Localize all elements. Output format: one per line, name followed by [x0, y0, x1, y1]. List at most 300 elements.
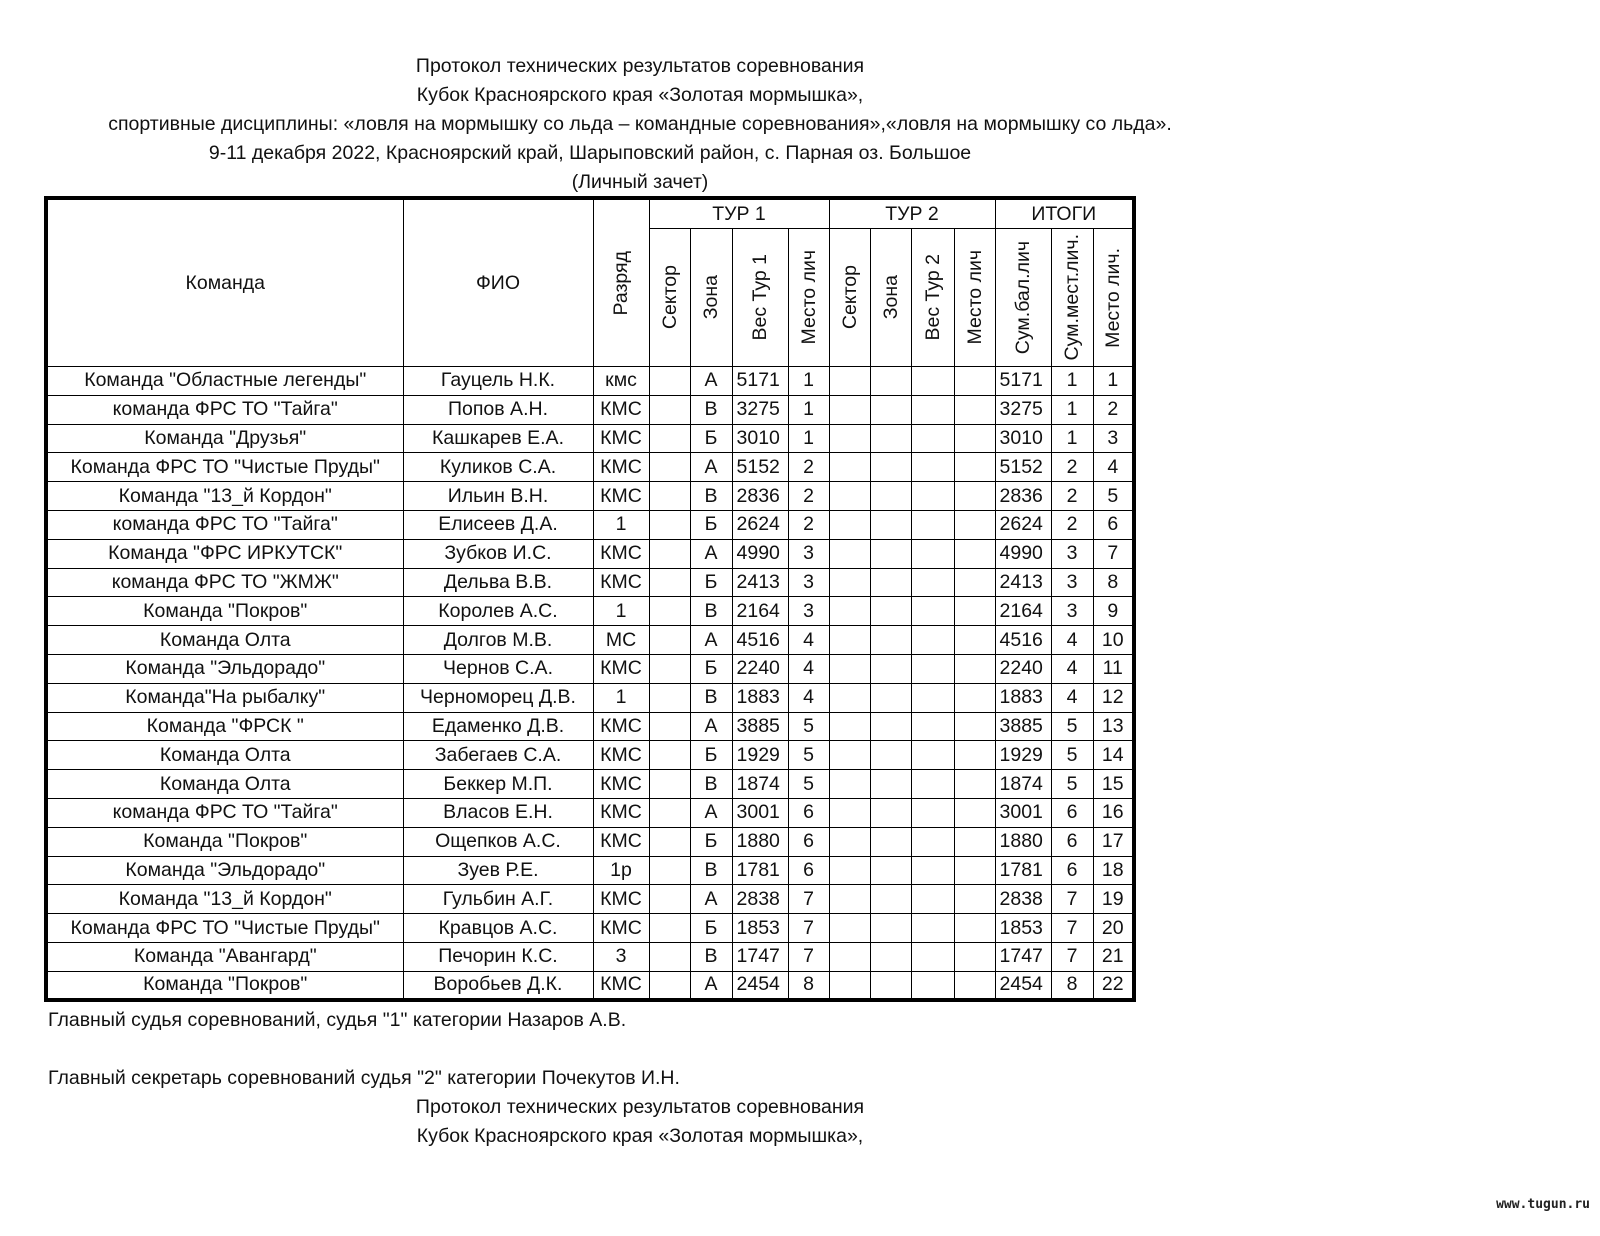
cell-t2-sector: [829, 568, 870, 597]
cell-t2-weight: [911, 395, 954, 424]
cell-sum-places: 5: [1051, 712, 1093, 741]
cell-t2-weight: [911, 798, 954, 827]
cell-team: Команда "13_й Кордон": [46, 482, 403, 511]
cell-t2-place: [954, 971, 995, 1000]
cell-t2-place: [954, 482, 995, 511]
cell-t1-place: 4: [788, 654, 829, 683]
cell-name: Куликов С.А.: [403, 453, 593, 482]
cell-final-place: 9: [1093, 597, 1134, 626]
cell-team: Команда "13_й Кордон": [46, 885, 403, 914]
table-row: [46, 424, 1134, 453]
cell-t2-sector: [829, 510, 870, 539]
cell-final-place: 21: [1093, 942, 1134, 971]
cell-t2-place: [954, 654, 995, 683]
cell-t2-place: [954, 914, 995, 943]
cell-sum-places: 6: [1051, 856, 1093, 885]
cell-t1-zone: А: [690, 712, 732, 741]
cell-t1-zone: Б: [690, 510, 732, 539]
cell-t2-place: [954, 856, 995, 885]
cell-t2-weight: [911, 367, 954, 396]
cell-t1-sector: [649, 827, 690, 856]
cell-t2-zone: [870, 827, 911, 856]
col-header-t1-place: [788, 229, 829, 367]
cell-sum-points: 2413: [995, 568, 1051, 597]
cell-t1-weight: 3275: [732, 395, 788, 424]
group-header-totals: ИТОГИ: [995, 198, 1134, 229]
cell-t2-weight: [911, 885, 954, 914]
cell-t2-weight: [911, 597, 954, 626]
cell-t1-place: 2: [788, 453, 829, 482]
table-row: [46, 856, 1134, 885]
doc-disciplines: спортивные дисциплины: «ловля на мормышку со льда – командные соревнования»,«ловля на мормышку со льда».: [108, 113, 1172, 135]
cell-t2-zone: [870, 712, 911, 741]
repeat-title-line-1: Протокол технических результатов соревнования: [415, 1096, 865, 1118]
col-header-t1-sector-label: Сектор: [658, 265, 681, 330]
cell-t2-weight: [911, 827, 954, 856]
cell-name: Гауцель Н.К.: [403, 367, 593, 396]
doc-date-place: 9-11 декабря 2022, Красноярский край, Шарыповский район, с. Парная оз. Большое: [208, 142, 972, 164]
cell-t2-place: [954, 942, 995, 971]
cell-team: команда ФРС ТО "Тайга": [46, 510, 403, 539]
cell-final-place: 13: [1093, 712, 1134, 741]
cell-t1-weight: 1929: [732, 741, 788, 770]
cell-t1-weight: 4516: [732, 626, 788, 655]
cell-final-place: 6: [1093, 510, 1134, 539]
cell-t2-sector: [829, 914, 870, 943]
cell-t2-place: [954, 626, 995, 655]
cell-rank: КМС: [593, 395, 649, 424]
cell-rank: КМС: [593, 424, 649, 453]
watermark: www.tugun.ru: [1496, 1197, 1590, 1212]
cell-sum-places: 4: [1051, 683, 1093, 712]
cell-t1-place: 1: [788, 367, 829, 396]
cell-sum-places: 4: [1051, 626, 1093, 655]
cell-team: Команда Олта: [46, 770, 403, 799]
cell-t2-weight: [911, 539, 954, 568]
cell-t1-zone: Б: [690, 914, 732, 943]
cell-t2-place: [954, 453, 995, 482]
cell-sum-points: 2624: [995, 510, 1051, 539]
cell-sum-places: 1: [1051, 367, 1093, 396]
table-row: [46, 914, 1134, 943]
cell-final-place: 4: [1093, 453, 1134, 482]
col-header-t1-sector: [649, 229, 690, 367]
cell-team: команда ФРС ТО "ЖМЖ": [46, 568, 403, 597]
cell-t2-place: [954, 367, 995, 396]
col-header-t2-zone: [870, 229, 911, 367]
cell-sum-places: 6: [1051, 798, 1093, 827]
cell-t1-zone: А: [690, 971, 732, 1000]
cell-t1-place: 3: [788, 568, 829, 597]
col-header-sum-places-label: Сум.мест.лич.: [1061, 234, 1083, 361]
cell-t2-zone: [870, 482, 911, 511]
cell-t2-place: [954, 683, 995, 712]
cell-sum-points: 1883: [995, 683, 1051, 712]
cell-team: Команда Олта: [46, 626, 403, 655]
cell-name: Ильин В.Н.: [403, 482, 593, 511]
cell-t2-place: [954, 539, 995, 568]
cell-t1-weight: 2240: [732, 654, 788, 683]
cell-t2-zone: [870, 856, 911, 885]
table-row: [46, 510, 1134, 539]
cell-t2-zone: [870, 367, 911, 396]
cell-team: Команда ФРС ТО "Чистые Пруды": [46, 914, 403, 943]
cell-t1-place: 5: [788, 770, 829, 799]
cell-t1-sector: [649, 683, 690, 712]
cell-t1-sector: [649, 856, 690, 885]
cell-t1-place: 7: [788, 942, 829, 971]
cell-t2-sector: [829, 885, 870, 914]
cell-t2-weight: [911, 712, 954, 741]
cell-sum-points: 1880: [995, 827, 1051, 856]
repeat-title-line-2: Кубок Красноярского края «Золотая мормышка»,: [416, 1125, 864, 1147]
cell-name: Королев А.С.: [403, 597, 593, 626]
cell-t2-weight: [911, 424, 954, 453]
cell-t1-zone: В: [690, 395, 732, 424]
cell-final-place: 2: [1093, 395, 1134, 424]
cell-t2-place: [954, 568, 995, 597]
cell-final-place: 8: [1093, 568, 1134, 597]
cell-t1-weight: 2454: [732, 971, 788, 1000]
cell-sum-points: 2836: [995, 482, 1051, 511]
cell-team: Команда Олта: [46, 741, 403, 770]
cell-t2-zone: [870, 539, 911, 568]
cell-t1-sector: [649, 971, 690, 1000]
cell-t2-sector: [829, 597, 870, 626]
col-header-t1-zone: [690, 229, 732, 367]
cell-sum-points: 1781: [995, 856, 1051, 885]
cell-name: Елисеев Д.А.: [403, 510, 593, 539]
col-header-t2-sector-label: Сектор: [838, 265, 861, 330]
cell-t1-sector: [649, 597, 690, 626]
cell-t2-place: [954, 395, 995, 424]
cell-t1-sector: [649, 885, 690, 914]
results-table-body: [46, 367, 1134, 1001]
col-header-t2-weight: [911, 229, 954, 367]
cell-t2-sector: [829, 367, 870, 396]
cell-sum-places: 5: [1051, 741, 1093, 770]
cell-t1-weight: 1874: [732, 770, 788, 799]
cell-t2-sector: [829, 482, 870, 511]
col-header-sum-places: [1051, 229, 1093, 367]
cell-t2-place: [954, 597, 995, 626]
table-row: [46, 683, 1134, 712]
cell-t1-weight: 1880: [732, 827, 788, 856]
cell-t2-weight: [911, 971, 954, 1000]
cell-t2-sector: [829, 683, 870, 712]
cell-name: Дельва В.В.: [403, 568, 593, 597]
cell-sum-places: 7: [1051, 885, 1093, 914]
table-row: [46, 626, 1134, 655]
cell-t1-place: 6: [788, 856, 829, 885]
cell-sum-points: 2240: [995, 654, 1051, 683]
cell-t2-zone: [870, 654, 911, 683]
cell-t1-zone: А: [690, 885, 732, 914]
cell-name: Едаменко Д.В.: [403, 712, 593, 741]
cell-final-place: 17: [1093, 827, 1134, 856]
cell-t2-zone: [870, 770, 911, 799]
cell-t1-zone: А: [690, 798, 732, 827]
group-header-tour2: ТУР 2: [829, 198, 995, 229]
cell-t1-weight: 4990: [732, 539, 788, 568]
col-header-sum-points-label: Сум.бал.лич: [1012, 240, 1034, 355]
cell-t2-place: [954, 798, 995, 827]
cell-t1-zone: А: [690, 539, 732, 568]
cell-sum-places: 7: [1051, 914, 1093, 943]
cell-name: Черноморец Д.В.: [403, 683, 593, 712]
table-row: [46, 942, 1134, 971]
cell-t1-weight: 1883: [732, 683, 788, 712]
cell-t1-place: 3: [788, 597, 829, 626]
cell-t1-zone: В: [690, 597, 732, 626]
cell-team: Команда "Областные легенды": [46, 367, 403, 396]
cell-t1-weight: 5171: [732, 367, 788, 396]
cell-t1-weight: 2164: [732, 597, 788, 626]
cell-final-place: 15: [1093, 770, 1134, 799]
cell-name: Долгов М.В.: [403, 626, 593, 655]
col-header-rank-label: Разряд: [610, 250, 632, 316]
table-row: [46, 654, 1134, 683]
cell-t2-sector: [829, 453, 870, 482]
cell-t1-weight: 1747: [732, 942, 788, 971]
cell-sum-points: 3275: [995, 395, 1051, 424]
col-header-team: Команда: [46, 198, 403, 367]
col-header-t1-weight-label: Вес Тур 1: [749, 254, 771, 341]
cell-t2-zone: [870, 971, 911, 1000]
cell-sum-places: 1: [1051, 424, 1093, 453]
cell-t2-sector: [829, 424, 870, 453]
cell-team: Команда ФРС ТО "Чистые Пруды": [46, 453, 403, 482]
col-header-t2-place: [954, 229, 995, 367]
cell-sum-points: 4516: [995, 626, 1051, 655]
cell-t1-place: 4: [788, 626, 829, 655]
cell-t1-sector: [649, 482, 690, 511]
col-header-t1-weight: [732, 229, 788, 367]
cell-t2-sector: [829, 626, 870, 655]
cell-team: Команда "Авангард": [46, 942, 403, 971]
cell-t1-place: 4: [788, 683, 829, 712]
cell-team: Команда "Покров": [46, 971, 403, 1000]
cell-t2-zone: [870, 424, 911, 453]
table-row: [46, 568, 1134, 597]
cell-final-place: 12: [1093, 683, 1134, 712]
cell-t2-weight: [911, 914, 954, 943]
cell-sum-points: 2838: [995, 885, 1051, 914]
cell-t1-place: 6: [788, 798, 829, 827]
cell-name: Кравцов А.С.: [403, 914, 593, 943]
cell-t2-zone: [870, 942, 911, 971]
cell-t1-sector: [649, 942, 690, 971]
cell-t1-place: 3: [788, 539, 829, 568]
cell-rank: КМС: [593, 539, 649, 568]
cell-t1-sector: [649, 395, 690, 424]
cell-t2-zone: [870, 914, 911, 943]
col-header-t2-sector: [829, 229, 870, 367]
cell-sum-points: 5171: [995, 367, 1051, 396]
col-header-t2-weight-label: Вес Тур 2: [921, 254, 944, 341]
cell-rank: 1: [593, 683, 649, 712]
table-row: [46, 971, 1134, 1000]
cell-t1-place: 6: [788, 827, 829, 856]
cell-sum-points: 4990: [995, 539, 1051, 568]
doc-title-line-2: Кубок Красноярского края «Золотая мормышка»,: [416, 84, 864, 106]
cell-rank: 1: [593, 597, 649, 626]
cell-name: Зуев Р.Е.: [403, 856, 593, 885]
cell-t1-weight: 3010: [732, 424, 788, 453]
cell-t1-weight: 5152: [732, 453, 788, 482]
cell-sum-points: 1747: [995, 942, 1051, 971]
cell-t1-sector: [649, 453, 690, 482]
cell-t2-sector: [829, 539, 870, 568]
cell-rank: МС: [593, 626, 649, 655]
cell-t2-place: [954, 424, 995, 453]
cell-rank: 3: [593, 942, 649, 971]
cell-t2-weight: [911, 683, 954, 712]
cell-t1-zone: Б: [690, 568, 732, 597]
cell-t2-weight: [911, 482, 954, 511]
cell-t1-zone: В: [690, 770, 732, 799]
cell-t2-weight: [911, 568, 954, 597]
cell-name: Печорин К.С.: [403, 942, 593, 971]
cell-name: Кашкарев Е.А.: [403, 424, 593, 453]
cell-name: Ощепков А.С.: [403, 827, 593, 856]
cell-final-place: 11: [1093, 654, 1134, 683]
cell-t1-place: 2: [788, 482, 829, 511]
cell-t1-sector: [649, 424, 690, 453]
cell-name: Зубков И.С.: [403, 539, 593, 568]
cell-t1-zone: А: [690, 453, 732, 482]
cell-t2-zone: [870, 626, 911, 655]
cell-sum-places: 2: [1051, 510, 1093, 539]
cell-t2-zone: [870, 683, 911, 712]
table-row: [46, 885, 1134, 914]
cell-t1-place: 8: [788, 971, 829, 1000]
cell-team: Команда "Эльдорадо": [46, 654, 403, 683]
col-header-final-place-label: Место лич.: [1101, 247, 1124, 348]
cell-t1-weight: 2413: [732, 568, 788, 597]
cell-t1-zone: А: [690, 367, 732, 396]
cell-name: Беккер М.П.: [403, 770, 593, 799]
cell-t1-weight: 3885: [732, 712, 788, 741]
col-header-t2-place-label: Место лич: [963, 250, 986, 345]
cell-t1-zone: А: [690, 626, 732, 655]
cell-sum-places: 2: [1051, 482, 1093, 511]
cell-sum-points: 3001: [995, 798, 1051, 827]
cell-sum-points: 1929: [995, 741, 1051, 770]
cell-name: Гульбин А.Г.: [403, 885, 593, 914]
cell-sum-places: 1: [1051, 395, 1093, 424]
cell-sum-places: 4: [1051, 654, 1093, 683]
cell-t2-sector: [829, 798, 870, 827]
cell-t1-sector: [649, 367, 690, 396]
cell-team: Команда "ФРСК ": [46, 712, 403, 741]
doc-subtitle: (Личный зачет): [571, 171, 709, 193]
cell-t2-weight: [911, 626, 954, 655]
cell-sum-places: 2: [1051, 453, 1093, 482]
cell-t1-place: 1: [788, 424, 829, 453]
cell-team: команда ФРС ТО "Тайга": [46, 395, 403, 424]
cell-sum-places: 7: [1051, 942, 1093, 971]
cell-sum-places: 5: [1051, 770, 1093, 799]
cell-t1-sector: [649, 770, 690, 799]
cell-name: Чернов С.А.: [403, 654, 593, 683]
cell-rank: КМС: [593, 712, 649, 741]
cell-t2-zone: [870, 510, 911, 539]
cell-t1-zone: В: [690, 856, 732, 885]
col-header-rank: [593, 198, 649, 367]
cell-sum-points: 1853: [995, 914, 1051, 943]
cell-t2-weight: [911, 654, 954, 683]
table-row: [46, 827, 1134, 856]
cell-t2-zone: [870, 597, 911, 626]
cell-t2-weight: [911, 942, 954, 971]
cell-t2-place: [954, 827, 995, 856]
cell-t1-zone: Б: [690, 827, 732, 856]
cell-sum-points: 3885: [995, 712, 1051, 741]
cell-t1-weight: 3001: [732, 798, 788, 827]
cell-final-place: 1: [1093, 367, 1134, 396]
cell-t2-place: [954, 510, 995, 539]
cell-rank: КМС: [593, 971, 649, 1000]
cell-t2-weight: [911, 453, 954, 482]
table-row: [46, 712, 1134, 741]
cell-t1-sector: [649, 626, 690, 655]
cell-rank: КМС: [593, 770, 649, 799]
cell-t2-place: [954, 885, 995, 914]
cell-sum-points: 3010: [995, 424, 1051, 453]
col-header-sum-points: [995, 229, 1051, 367]
cell-t1-weight: 2836: [732, 482, 788, 511]
cell-rank: кмс: [593, 367, 649, 396]
cell-t2-place: [954, 770, 995, 799]
cell-rank: КМС: [593, 654, 649, 683]
table-row: [46, 770, 1134, 799]
cell-t1-weight: 2838: [732, 885, 788, 914]
cell-name: Попов А.Н.: [403, 395, 593, 424]
cell-t1-sector: [649, 654, 690, 683]
table-row: [46, 539, 1134, 568]
cell-rank: 1р: [593, 856, 649, 885]
cell-final-place: 22: [1093, 971, 1134, 1000]
cell-t2-weight: [911, 741, 954, 770]
cell-name: Власов Е.Н.: [403, 798, 593, 827]
cell-rank: КМС: [593, 885, 649, 914]
cell-t2-zone: [870, 798, 911, 827]
cell-t2-weight: [911, 770, 954, 799]
table-row: [46, 453, 1134, 482]
cell-team: команда ФРС ТО "Тайга": [46, 798, 403, 827]
cell-t1-sector: [649, 539, 690, 568]
group-header-tour1: ТУР 1: [649, 198, 829, 229]
table-row: [46, 367, 1134, 396]
cell-rank: КМС: [593, 453, 649, 482]
cell-t1-zone: В: [690, 942, 732, 971]
cell-final-place: 20: [1093, 914, 1134, 943]
cell-t1-place: 7: [788, 914, 829, 943]
cell-t2-sector: [829, 856, 870, 885]
cell-t2-place: [954, 741, 995, 770]
cell-sum-points: 5152: [995, 453, 1051, 482]
col-header-t1-zone-label: Зона: [700, 275, 722, 320]
cell-t2-sector: [829, 654, 870, 683]
chief-judge-line: Главный судья соревнований, судья "1" категории Назаров А.В.: [48, 1009, 627, 1031]
cell-final-place: 19: [1093, 885, 1134, 914]
cell-t1-place: 7: [788, 885, 829, 914]
cell-t1-sector: [649, 568, 690, 597]
cell-sum-points: 2454: [995, 971, 1051, 1000]
cell-sum-points: 1874: [995, 770, 1051, 799]
cell-rank: 1: [593, 510, 649, 539]
